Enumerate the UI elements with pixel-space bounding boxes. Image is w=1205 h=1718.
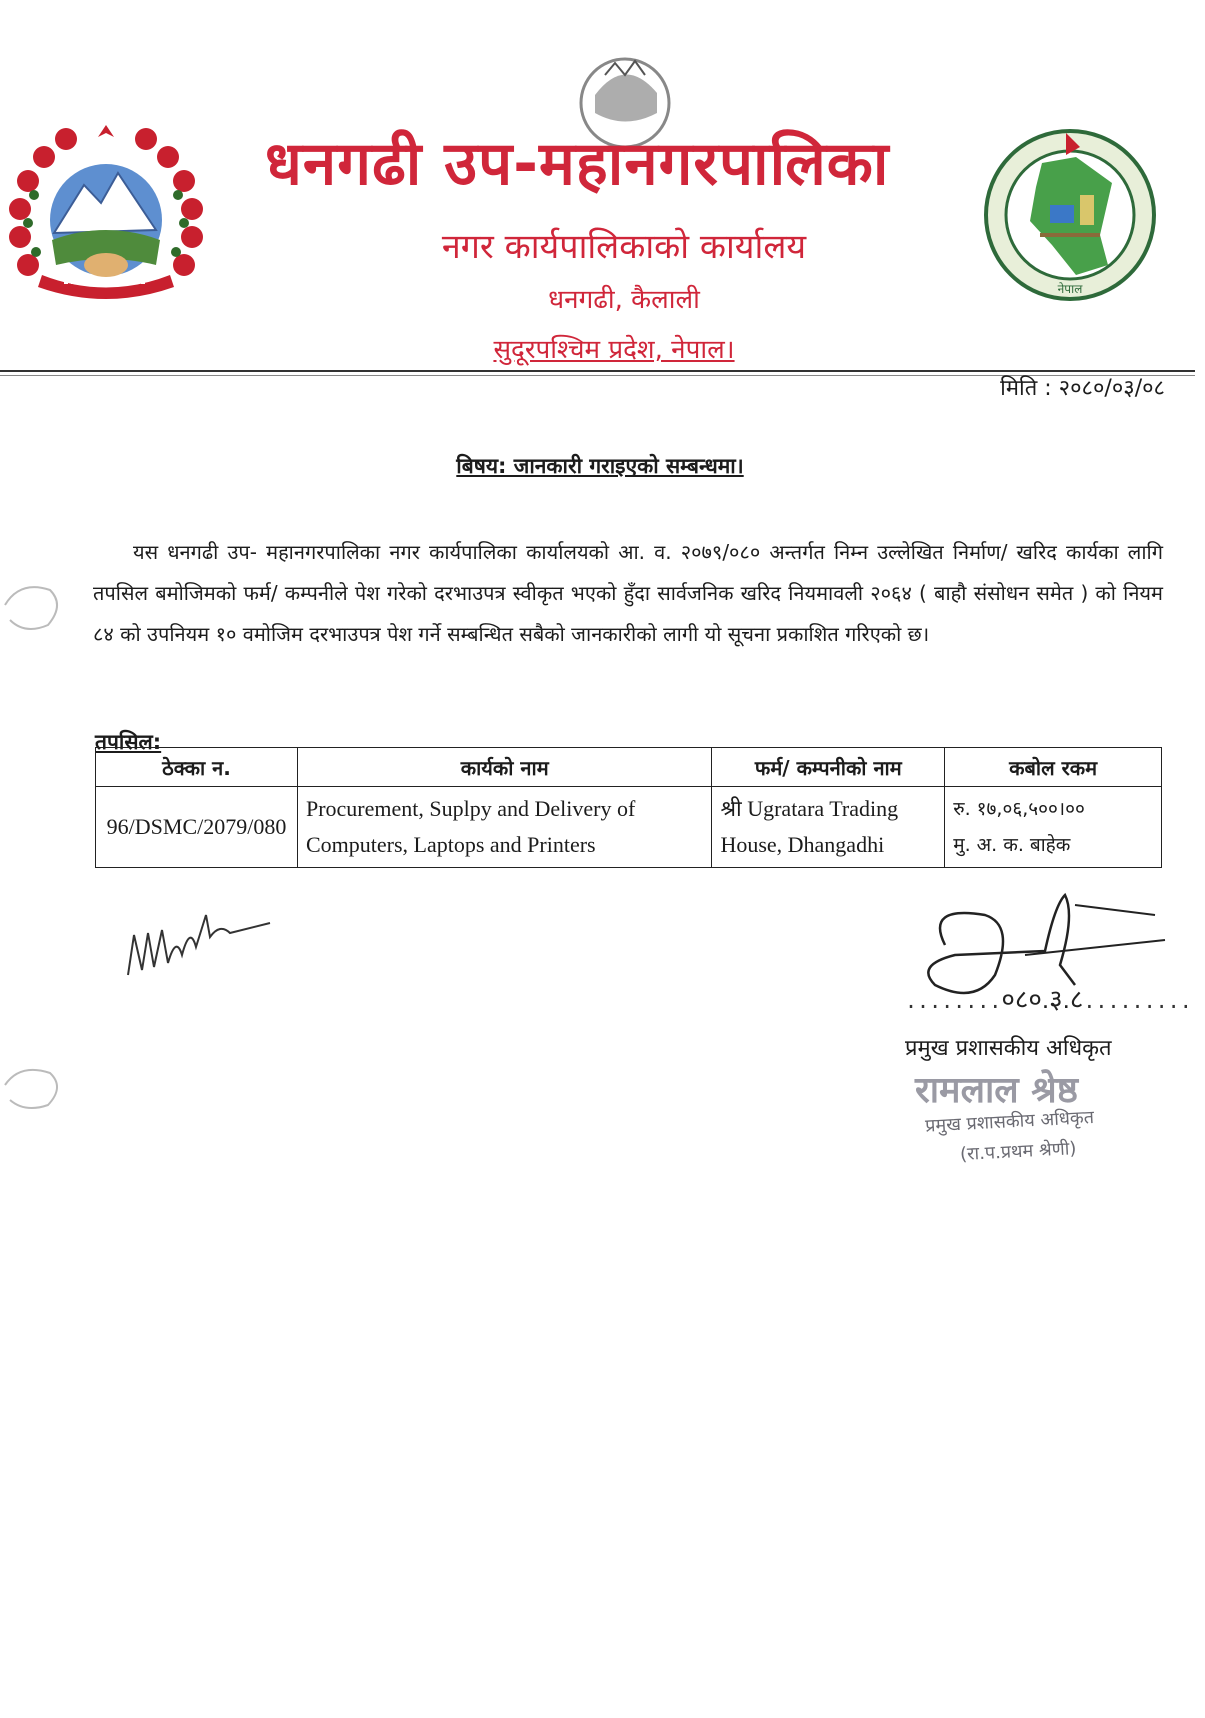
office-name: नगर कार्यपालिकाको कार्यालय xyxy=(441,227,807,267)
column-header-amount: कबोल रकम xyxy=(945,748,1162,787)
column-header-firm-name: फर्म/ कम्पनीको नाम xyxy=(712,748,945,787)
punch-hole-mark xyxy=(0,575,70,635)
work-name-line: Procurement, Suplpy and Delivery of xyxy=(305,796,636,821)
work-name-line: Computers, Laptops and Printers xyxy=(305,832,596,857)
municipality-logo xyxy=(980,125,1160,305)
organization-title: धनगढी उप-महानगरपालिका xyxy=(265,129,890,199)
notice-subject: बिषय: जानकारी गराइएको सम्बन्धमा। xyxy=(456,454,744,478)
officer-class-stamp: (रा.प.प्रथम श्रेणी) xyxy=(959,1138,1077,1166)
column-header-contract-no: ठेक्का न. xyxy=(96,748,298,787)
column-header-work-name: कार्यको नाम xyxy=(297,748,711,787)
notice-body: यस धनगढी उप- महानगरपालिका नगर कार्यपालिका कार्यालयको आ. व. २०७९/०८० अन्तर्गत निम्न उल्लेखित निर्माण/ खरिद कार्यका लागि तपसिल बमोजिमको फर्म/ कम्पनीले पेश गरेको दरभाउपत्र स्वीकृत भएको हुँदा सार्वजनिक खरिद नियमावली २०६४ ( बाहौ संसोधन समेत ) को नियम ८४ को उपनियम १० वमोजिम दरभाउपत्र पेश गर्ने सम्बन्धित सबैको जानकारीको लागी यो सूचना प्रकाशित गरिएको छ। xyxy=(93,540,1163,646)
office-province: सुदूरपश्चिम प्रदेश, नेपाल। xyxy=(493,335,735,365)
firm-name-line: House, Dhangadhi xyxy=(720,832,885,857)
table-header-row xyxy=(96,748,1162,787)
amount-note: मु. अ. क. बाहेक xyxy=(953,834,1071,856)
signature-date-text: ०८०.३.८ xyxy=(1001,984,1084,1014)
work-name-cell xyxy=(297,787,711,868)
firm-name-line: श्री Ugratara Trading xyxy=(720,796,899,821)
initial-signature xyxy=(120,875,280,985)
officer-name-stamp: रामलाल श्रेष्ठ xyxy=(915,1070,1078,1111)
svg-text:नेपाल: नेपाल xyxy=(1057,282,1083,296)
details-label: तपसिल: xyxy=(95,730,162,754)
contract-details-table xyxy=(95,747,1162,868)
firm-name-cell xyxy=(712,787,945,868)
bid-amount: रु. १७,०६,५००।०० xyxy=(953,798,1085,820)
table-row xyxy=(96,787,1162,868)
officer-designation-stamp: प्रमुख प्रशासकीय अधिकृत xyxy=(924,1106,1095,1137)
contract-number: 96/DSMC/2079/080 xyxy=(96,787,298,868)
punch-hole-mark xyxy=(0,1055,70,1115)
office-location: धनगढी, कैलाली xyxy=(548,285,700,315)
officer-title: प्रमुख प्रशासकीय अधिकृत xyxy=(905,1036,1112,1061)
nepal-emblem-logo xyxy=(6,115,206,305)
signature-date: ........०८०.३.८......... xyxy=(905,984,1192,1014)
notice-date: मिति : २०८०/०३/०८ xyxy=(1000,376,1165,401)
amount-cell xyxy=(945,787,1162,868)
